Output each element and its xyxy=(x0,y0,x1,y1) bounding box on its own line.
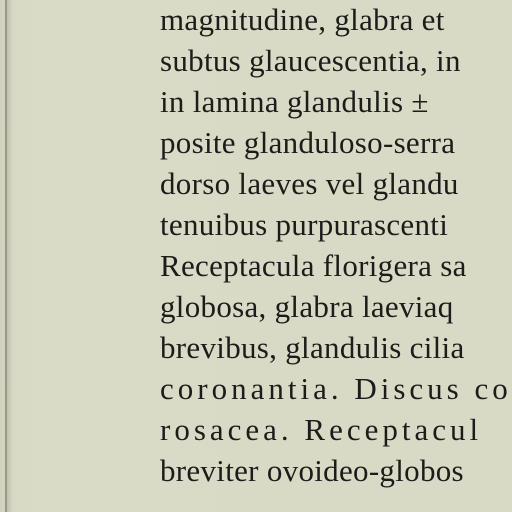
text-line-7: Receptacula florigera sa xyxy=(160,248,467,283)
text-line-3: in lamina glandulis ± xyxy=(160,84,429,119)
text-line-2: subtus glaucescentia, in xyxy=(160,43,461,78)
page-gutter-shadow xyxy=(7,0,13,512)
text-line-10: coronantia. Discus co xyxy=(160,371,512,406)
text-line-9: brevibus, glandulis cilia xyxy=(160,330,465,365)
text-line-4: posite glanduloso-serra xyxy=(160,125,456,160)
text-line-12: breviter ovoideo-globos xyxy=(160,453,464,488)
text-line-6: tenuibus purpurascenti xyxy=(160,207,449,242)
text-column xyxy=(160,2,512,512)
text-line-8: globosa, glabra laeviaq xyxy=(160,289,454,324)
text-line-5: dorso laeves vel glandu xyxy=(160,166,459,201)
text-line-11: rosacea. Receptacul xyxy=(160,412,483,447)
text-line-1: magnitudine, glabra et xyxy=(160,2,445,37)
